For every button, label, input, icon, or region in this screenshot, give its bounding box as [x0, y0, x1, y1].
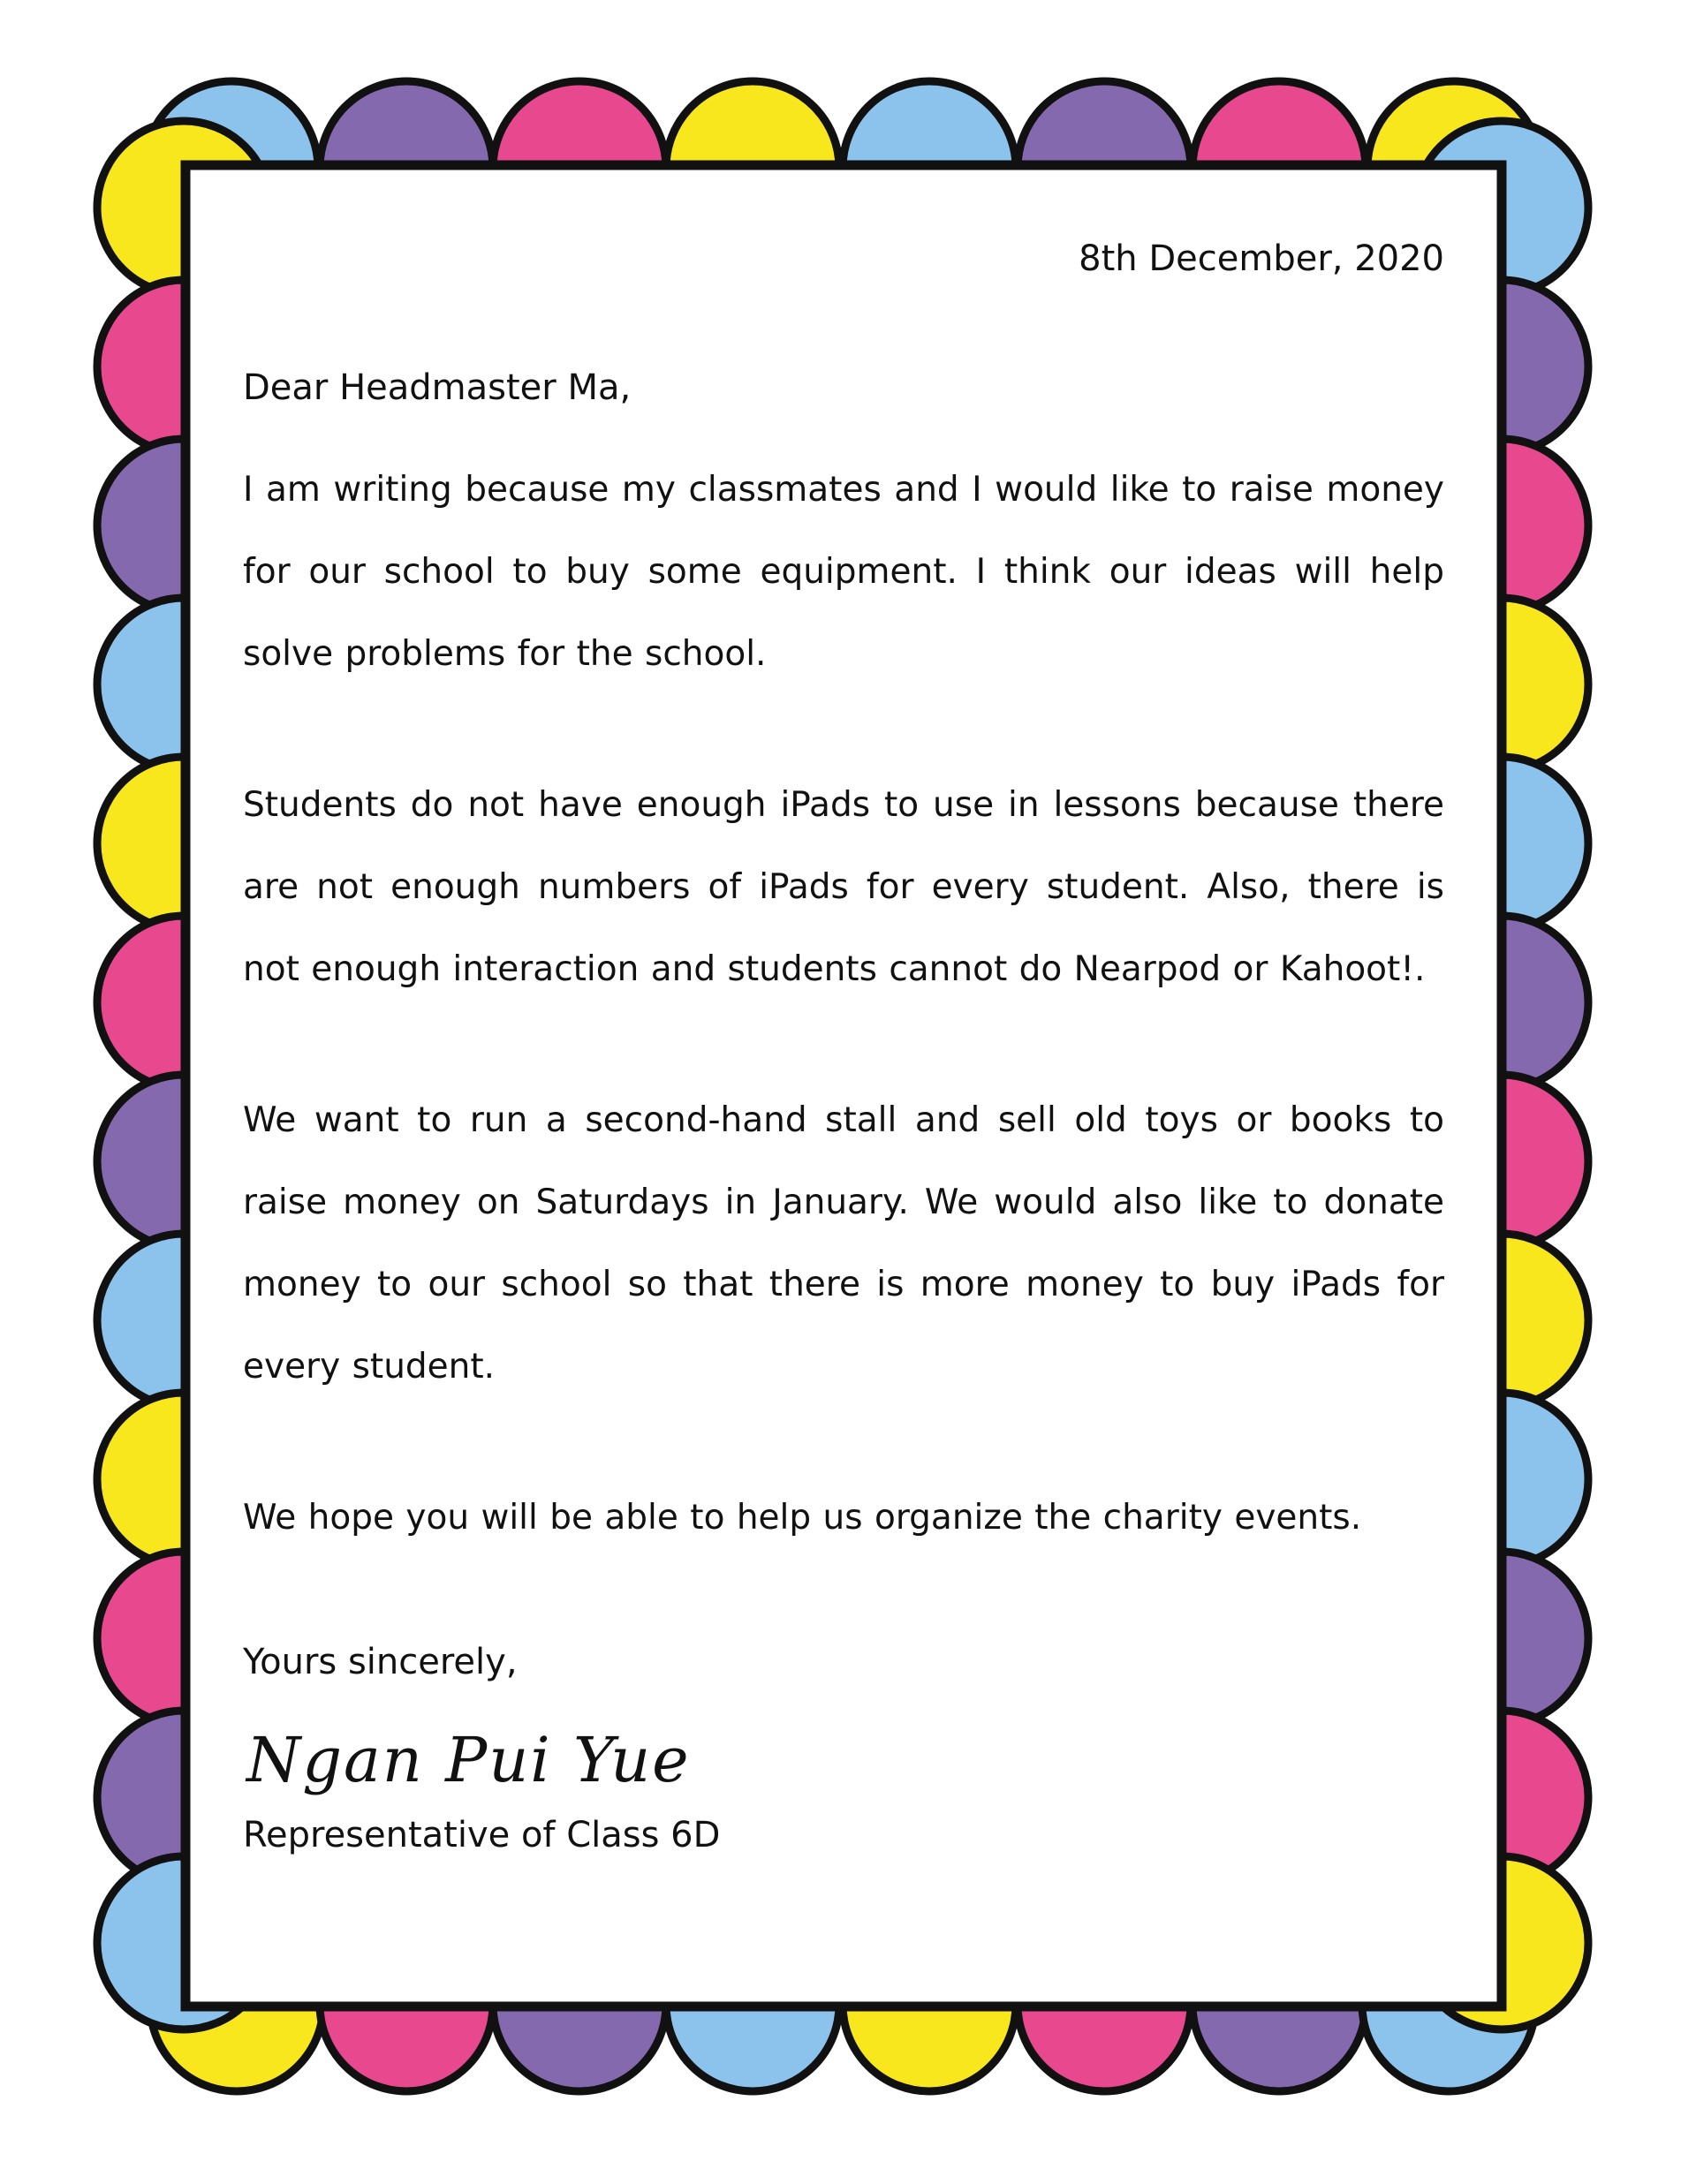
body-paragraph-2: Students do not have enough iPads to use in lessons because there are not enough numbers of iPads for every student. Also, there is not enough interaction and students cannot do Nearpod or Kahoot!.: [243, 785, 1444, 989]
body-paragraph-3: We want to run a second-hand stall and sell old toys or books to raise money on Saturdays in January. We would also like to donate money to our school so that there is more money to buy iPads for every student.: [243, 1100, 1444, 1387]
signer-role: Representative of Class 6D: [243, 1815, 721, 1855]
letter-closing: Yours sincerely,: [243, 1642, 518, 1682]
body-paragraph-1: I am writing because my classmates and I would like to raise money for our school to buy some equipment. I think our ideas will help solve problems for the school.: [243, 470, 1444, 674]
letter: [243, 221, 1444, 1855]
letter-salutation: Dear Headmaster Ma,: [243, 367, 632, 408]
body-paragraph-4: We hope you will be able to help us organize the charity events.: [243, 1498, 1362, 1538]
signature: Ngan Pui Yue: [246, 1724, 691, 1796]
letter-date: 8th December, 2020: [1079, 238, 1444, 279]
